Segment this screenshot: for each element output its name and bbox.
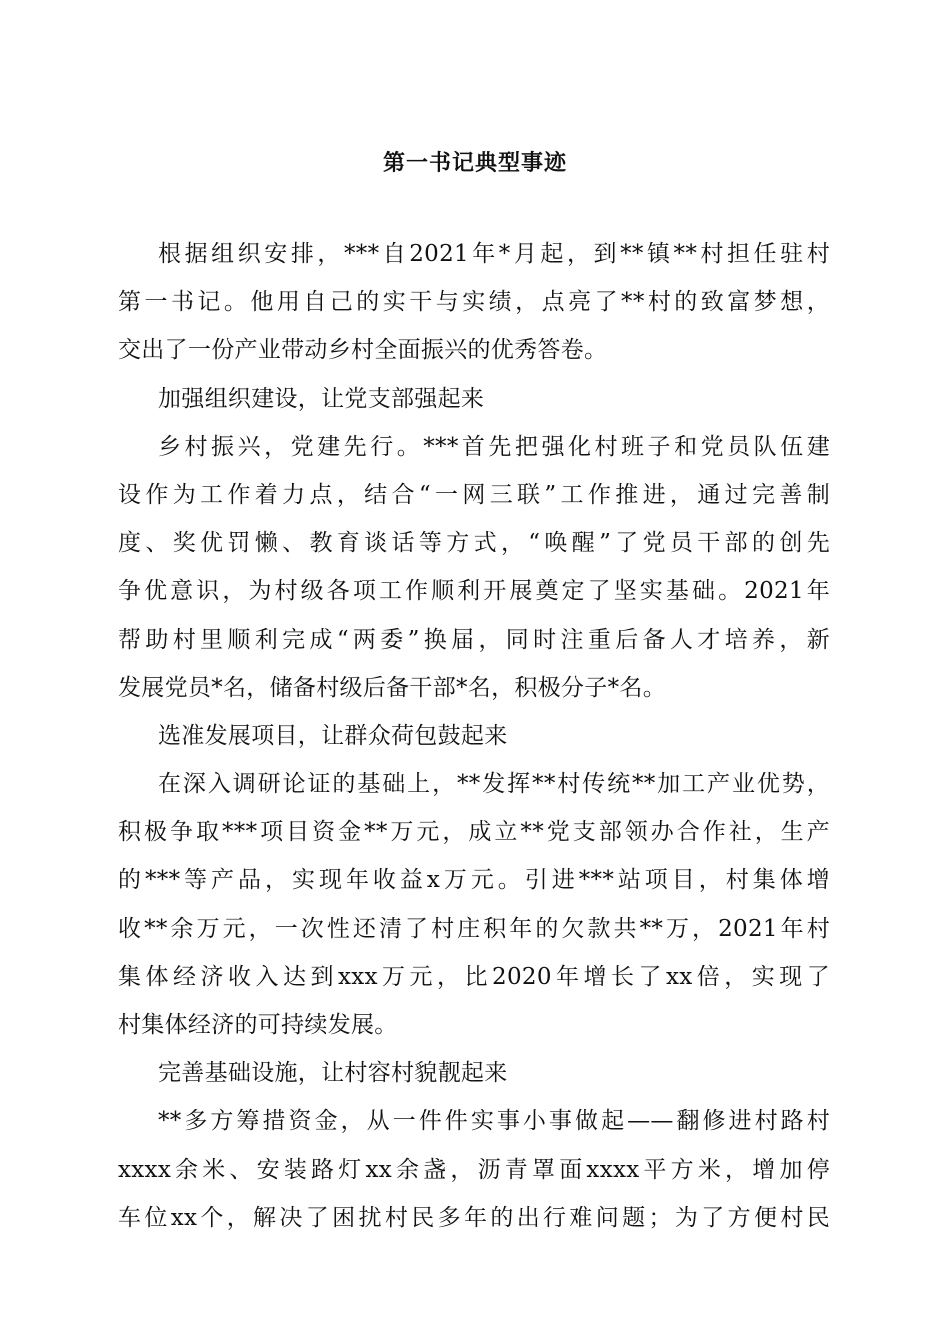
text-line: 发展党员*名，储备村级后备干部*名，积极分子*名。 — [118, 674, 666, 701]
text-line: 收**余万元，一次性还清了村庄积年的欠款共**万，2021年村 — [118, 915, 830, 942]
text-line: 的***等产品，实现年收益x万元。引进***站项目，村集体增 — [118, 867, 830, 894]
text-line: xxxx余米、安装路灯xx余盏，沥青罩面xxxx平方米，增加停 — [118, 1156, 830, 1183]
text-line: 集体经济收入达到xxx万元，比2020年增长了xx倍，实现了 — [118, 963, 830, 990]
text-line: 度、奖优罚懒、教育谈话等方式，“唤醒”了党员干部的创先 — [118, 530, 830, 557]
text-line: 积极争取***项目资金**万元，成立**党支部领办合作社，生产 — [118, 819, 830, 846]
section-heading: 加强组织建设，让党支部强起来 — [158, 385, 485, 412]
text-line: 根据组织安排，***自2021年*月起，到**镇**村担任驻村 — [158, 241, 830, 267]
section-heading: 选准发展项目，让群众荷包鼓起来 — [158, 722, 508, 749]
text-line: 车位xx个，解决了困扰村民多年的出行难问题；为了方便村民 — [118, 1204, 830, 1231]
document-body — [118, 230, 830, 1242]
text-line: 设作为工作着力点，结合“一网三联”工作推进，通过完善制 — [118, 481, 830, 508]
text-line: 在深入调研论证的基础上，**发挥**村传统**加工产业优势， — [158, 771, 830, 798]
text-line: 交出了一份产业带动乡村全面振兴的优秀答卷。 — [118, 337, 608, 364]
text-line: 乡村振兴，党建先行。***首先把强化村班子和党员队伍建 — [158, 433, 830, 460]
text-line: 村集体经济的可持续发展。 — [118, 1012, 398, 1038]
text-line: **多方筹措资金，从一件件实事小事做起——翻修进村路村 — [158, 1108, 830, 1135]
text-line: 争优意识，为村级各项工作顺利开展奠定了坚实基础。2021年 — [118, 578, 830, 605]
document-title: 第一书记典型事迹 — [382, 150, 567, 176]
text-line: 第一书记。他用自己的实干与实绩，点亮了**村的致富梦想， — [118, 289, 830, 316]
section-heading: 完善基础设施，让村容村貌靓起来 — [158, 1060, 508, 1087]
text-line: 帮助村里顺利完成“两委”换届，同时注重后备人才培养，新 — [118, 626, 830, 653]
